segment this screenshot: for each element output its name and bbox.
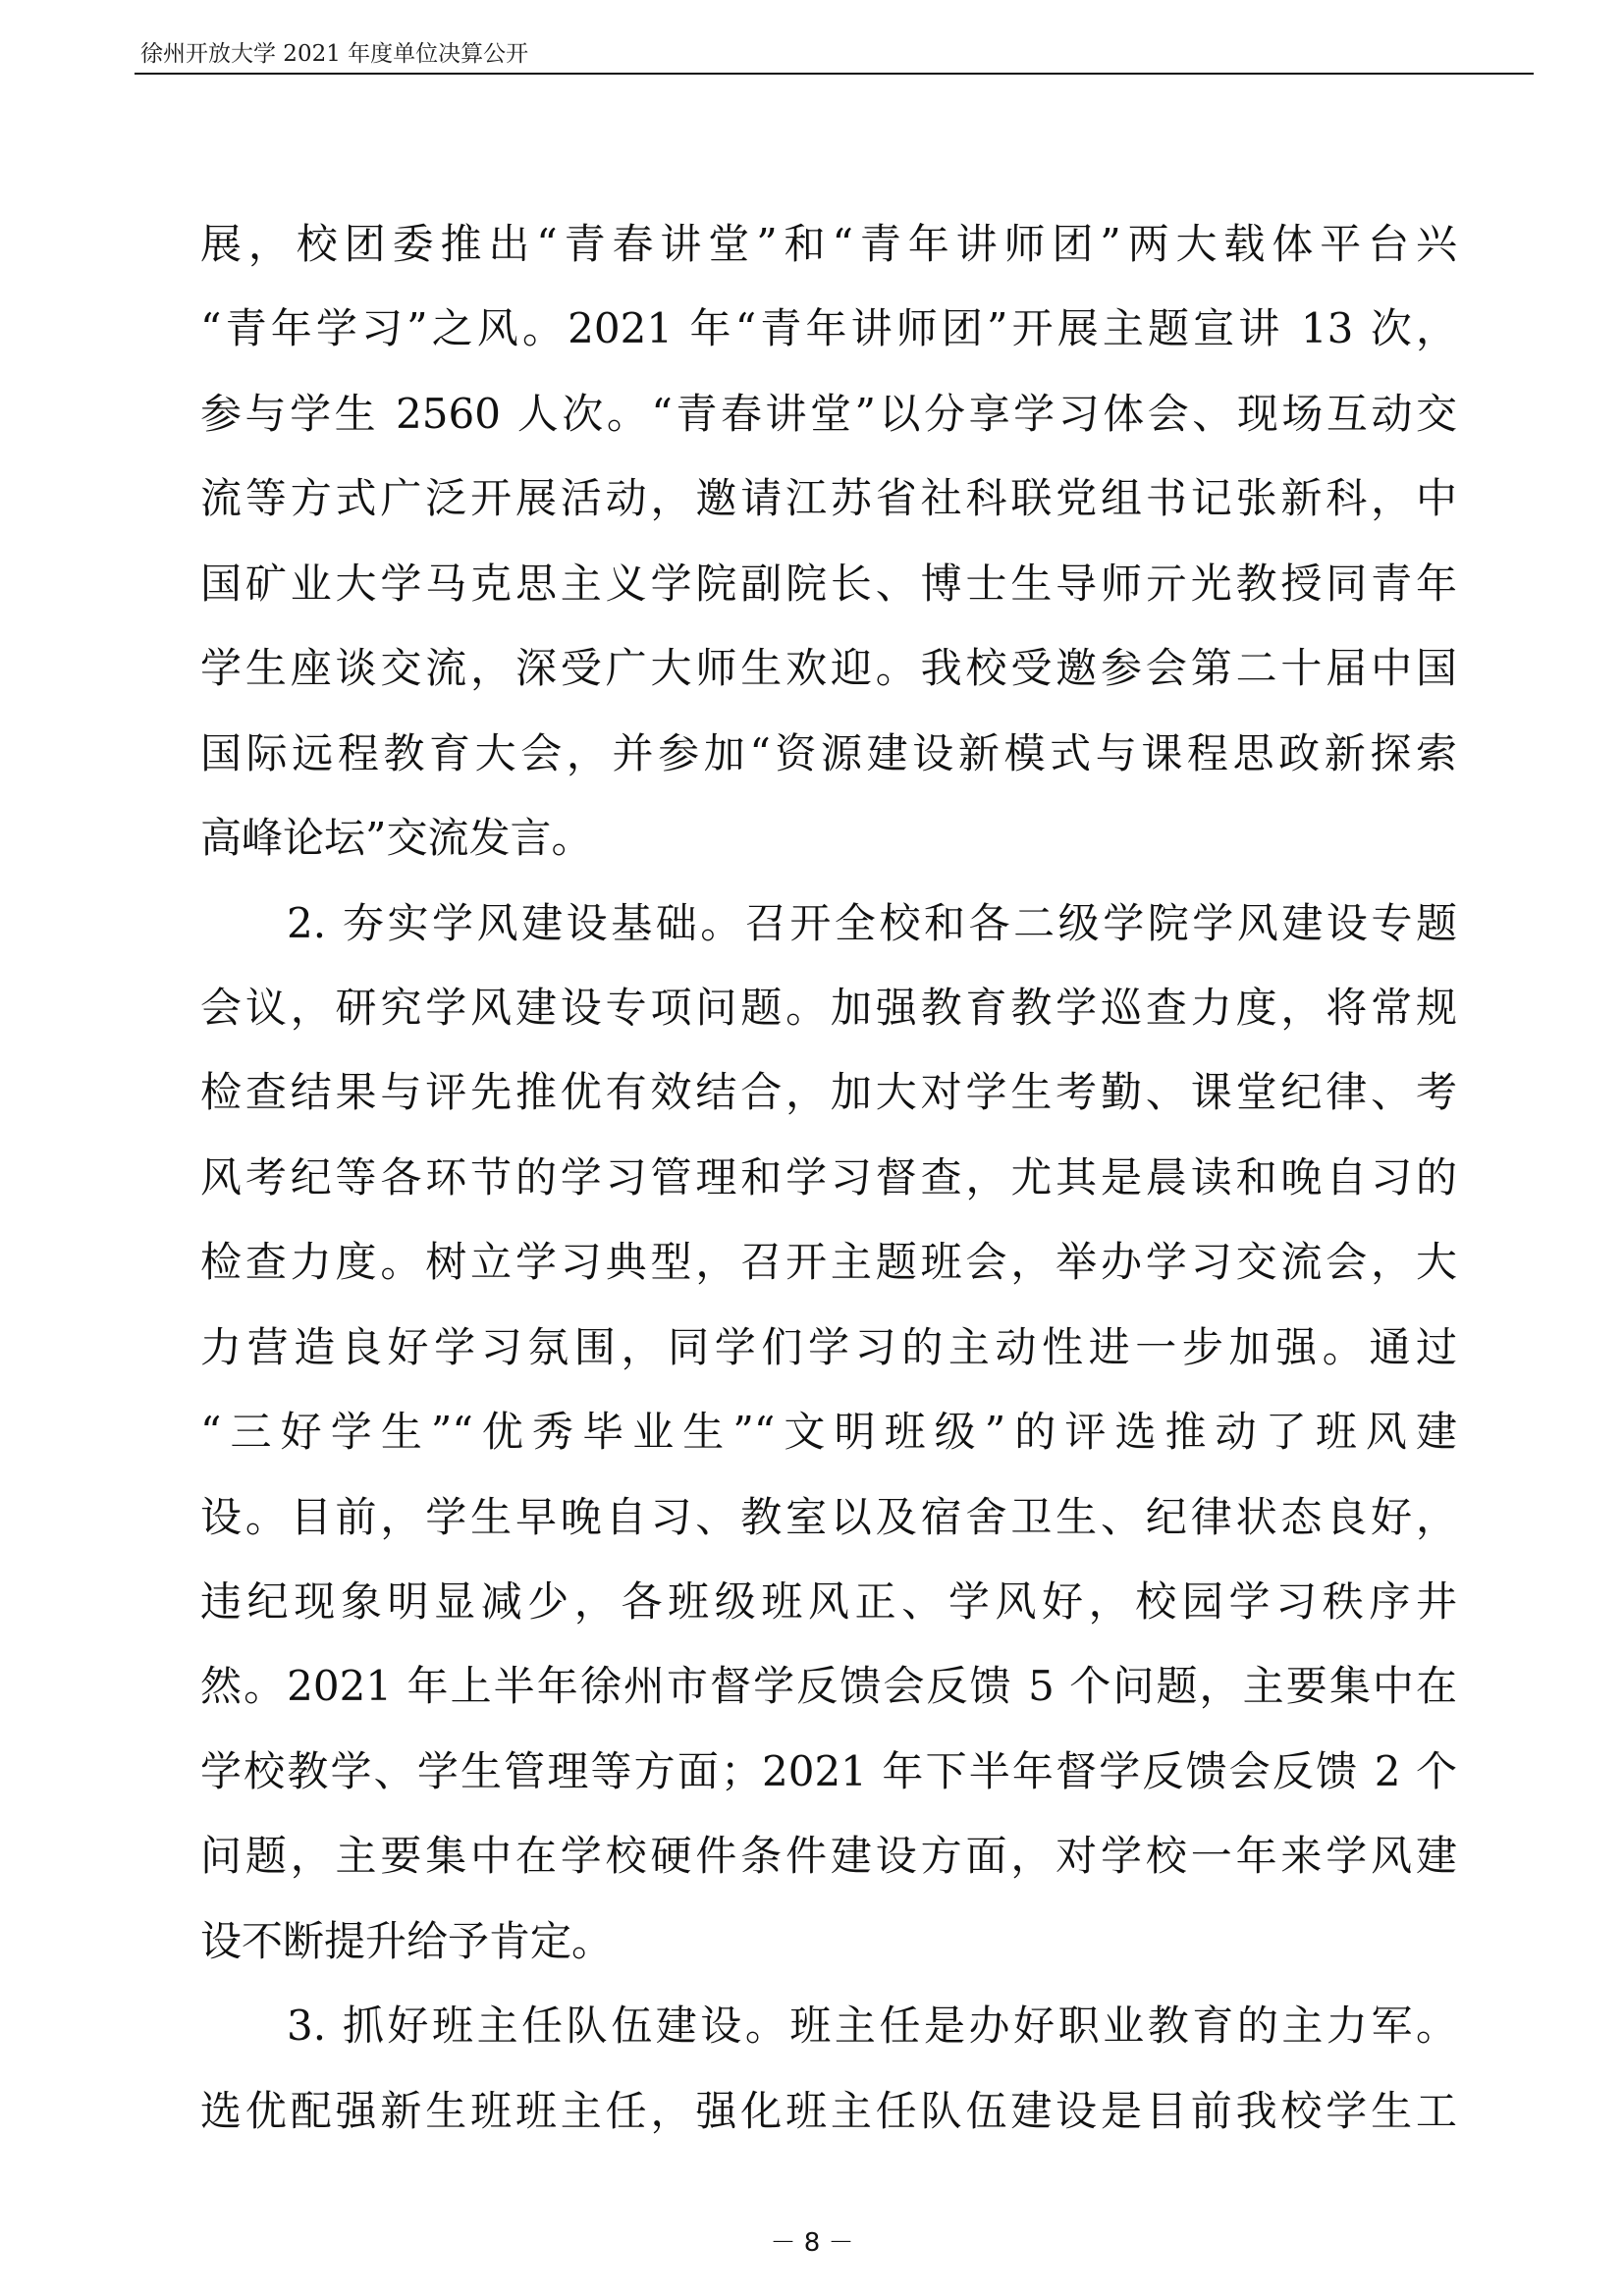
text-line: 选优配强新生班班主任，强化班主任队伍建设是目前我校学生工	[200, 2086, 1457, 2135]
text-line: “三好学生”“优秀毕业生”“文明班级”的评选推动了班风建	[200, 1408, 1457, 1457]
text-line: 国际远程教育大会，并参加“资源建设新模式与课程思政新探索	[200, 728, 1457, 777]
text-line: 然。2021 年上半年徐州市督学反馈会反馈 5 个问题，主要集中在	[200, 1662, 1457, 1711]
paragraph-3-head-teachers	[200, 1984, 1457, 2154]
document-header-title: 徐州开放大学 2021 年度单位决算公开	[140, 41, 529, 67]
text-line-heading: 3. 抓好班主任队伍建设。班主任是办好职业教育的主力军。	[287, 2002, 1457, 2051]
text-line: “青年学习”之风。2021 年“青年讲师团”开展主题宣讲 13 次，	[200, 304, 1457, 353]
text-line: 违纪现象明显减少，各班级班风正、学风好，校园学习秩序井	[200, 1577, 1457, 1626]
text-line: 力营造良好学习氛围，同学们学习的主动性进一步加强。通过	[200, 1322, 1457, 1371]
text-line: 参与学生 2560 人次。“青春讲堂”以分享学习体会、现场互动交	[200, 389, 1457, 438]
text-line: 流等方式广泛开展活动，邀请江苏省社科联党组书记张新科，中	[200, 474, 1457, 523]
text-line: 设。目前，学生早晚自习、教室以及宿舍卫生、纪律状态良好，	[200, 1492, 1457, 1541]
paragraph-2-study-style	[200, 881, 1457, 1985]
text-line-heading: 2. 夯实学风建设基础。召开全校和各二级学院学风建设专题	[287, 898, 1457, 947]
document-body	[200, 202, 1457, 2154]
text-line: 高峰论坛”交流发言。	[200, 814, 593, 863]
page-header	[137, 35, 1536, 75]
text-line: 学生座谈交流，深受广大师生欢迎。我校受邀参会第二十届中国	[200, 644, 1457, 693]
header-divider	[135, 73, 1534, 75]
text-line: 风考纪等各环节的学习管理和学习督查，尤其是晨读和晚自习的	[200, 1152, 1457, 1201]
text-line: 设不断提升给予肯定。	[200, 1916, 614, 1965]
text-line: 展，校团委推出“青春讲堂”和“青年讲师团”两大载体平台兴	[200, 220, 1457, 268]
text-line: 学校教学、学生管理等方面；2021 年下半年督学反馈会反馈 2 个	[200, 1746, 1457, 1795]
text-line: 会议，研究学风建设专项问题。加强教育教学巡查力度，将常规	[200, 983, 1457, 1032]
text-line: 检查结果与评先推优有效结合，加大对学生考勤、课堂纪律、考	[200, 1068, 1457, 1117]
paragraph-1	[200, 202, 1457, 881]
text-line: 检查力度。树立学习典型，召开主题班会，举办学习交流会，大	[200, 1238, 1457, 1287]
page-number: － 8 －	[770, 2228, 854, 2258]
text-line: 国矿业大学马克思主义学院副院长、博士生导师亓光教授同青年	[200, 559, 1457, 608]
text-line: 问题，主要集中在学校硬件条件建设方面，对学校一年来学风建	[200, 1832, 1457, 1881]
